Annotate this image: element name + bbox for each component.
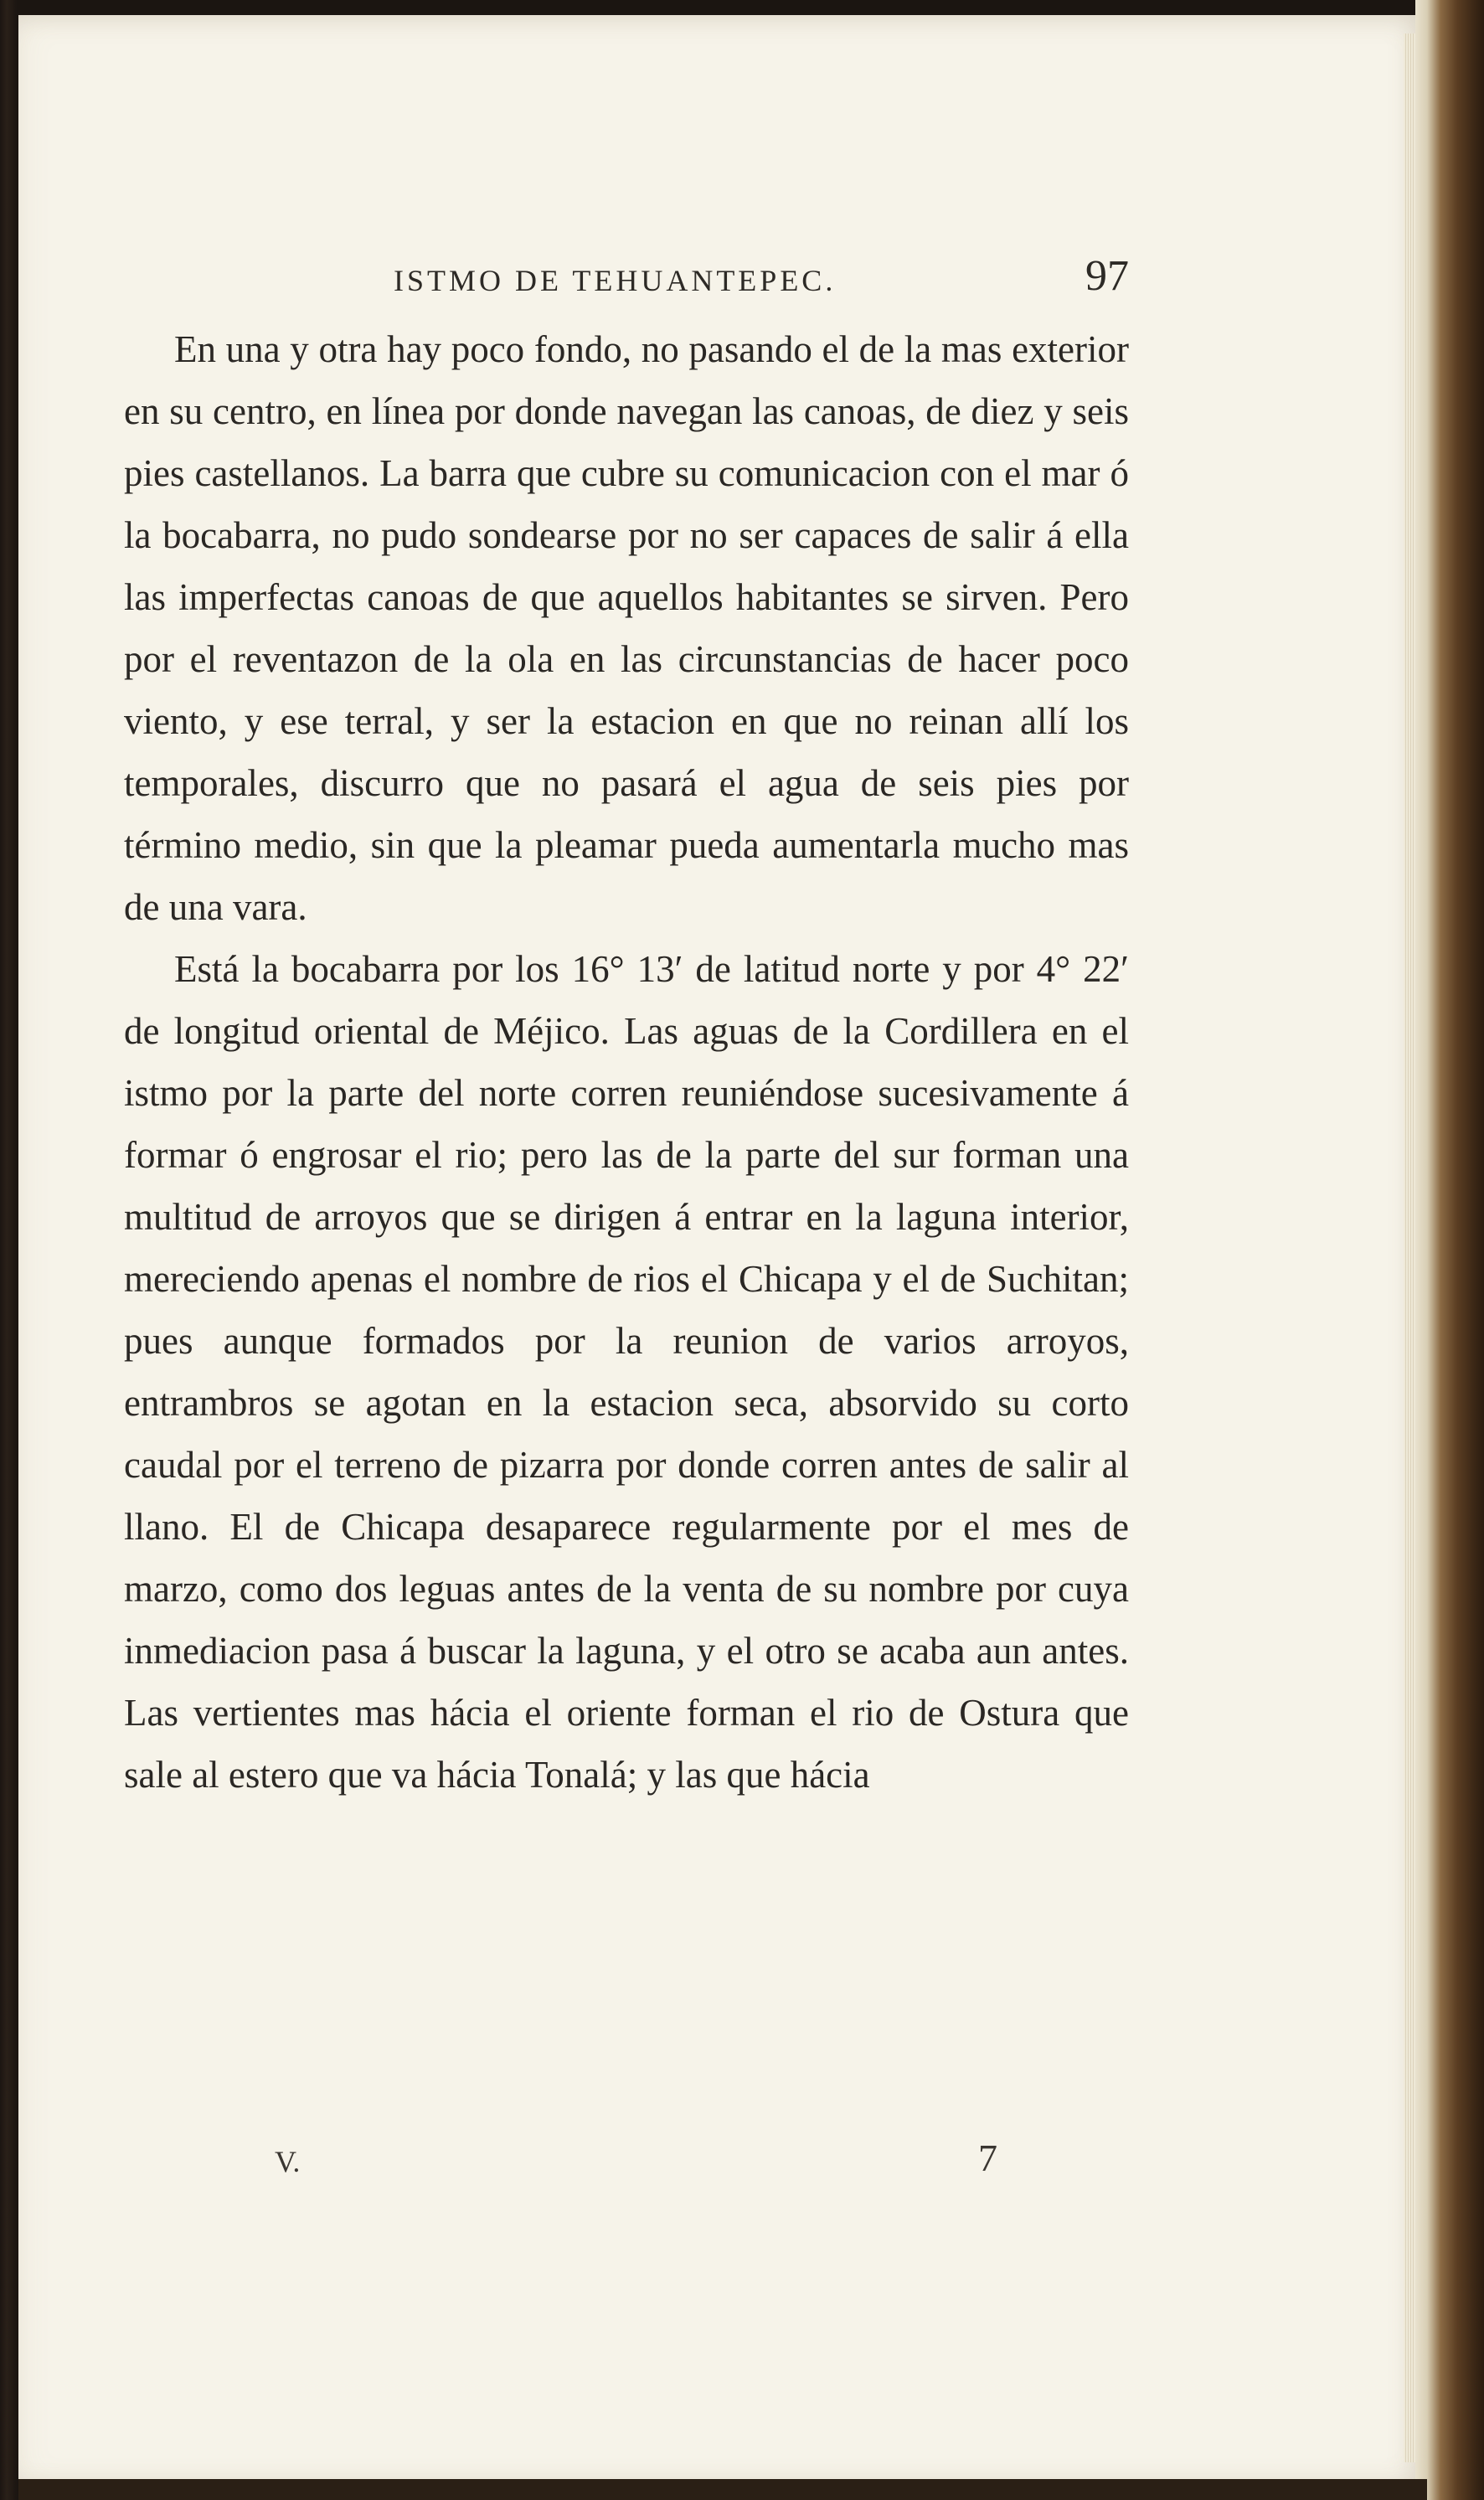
paragraph-2: Está la bocabarra por los 16° 13′ de latitud norte y por 4° 22′ de longitud oriental de Méjico. Las aguas de la Cordillera en el istmo por la parte del norte corren reuniéndose sucesivamente á formar ó engrosar el rio; pero las de la parte del sur forman una multitud de arroyos que se dirigen á entrar en la laguna interior, mereciendo apenas el nombre de rios el Chicapa y el de Suchitan; pues aunque formados por la reunion de varios arroyos, entrambros se agotan en la estacion seca, absorvido su corto caudal por el terreno de pizarra por donde corren antes de salir al llano. El de Chicapa desaparece regularmente por el mes de marzo, como dos leguas antes de la venta de su nombre por cuya inmediacion pasa á buscar la laguna, y el otro se acaba aun antes. Las vertientes mas hácia el oriente forman el rio de Ostura que sale al estero que va hácia Tonalá; y las que hácia xyxy=(124,948,1129,1796)
gathering-number: 7 xyxy=(978,2137,997,2179)
body-text xyxy=(124,318,1129,1806)
page-header xyxy=(124,251,1129,318)
paragraph-1: En una y otra hay poco fondo, no pasando el de la mas exterior en su centro, en línea por donde navegan las canoas, de diez y seis pies castellanos. La barra que cubre su comunicacion con el mar ó la bocabarra, no pudo sondearse por no ser capaces de salir á ella las imperfectas canoas de que aquellos habitantes se sirven. Pero por el reventazon de la ola en las circunstancias de hacer poco viento, y ese terral, y ser la estacion en que no reinan allí los temporales, discurro que no pasará el agua de seis pies por término medio, sin que la pleamar pueda aumentarla mucho mas de una vara. xyxy=(124,328,1129,928)
bottom-edge xyxy=(18,2479,1427,2500)
page-number: 97 xyxy=(1085,252,1129,300)
signature-mark: V. xyxy=(275,2145,301,2178)
book-spine xyxy=(1415,0,1484,2500)
running-head: ISTMO DE TEHUANTEPEC. xyxy=(394,264,837,297)
page-footer xyxy=(124,2136,1129,2194)
